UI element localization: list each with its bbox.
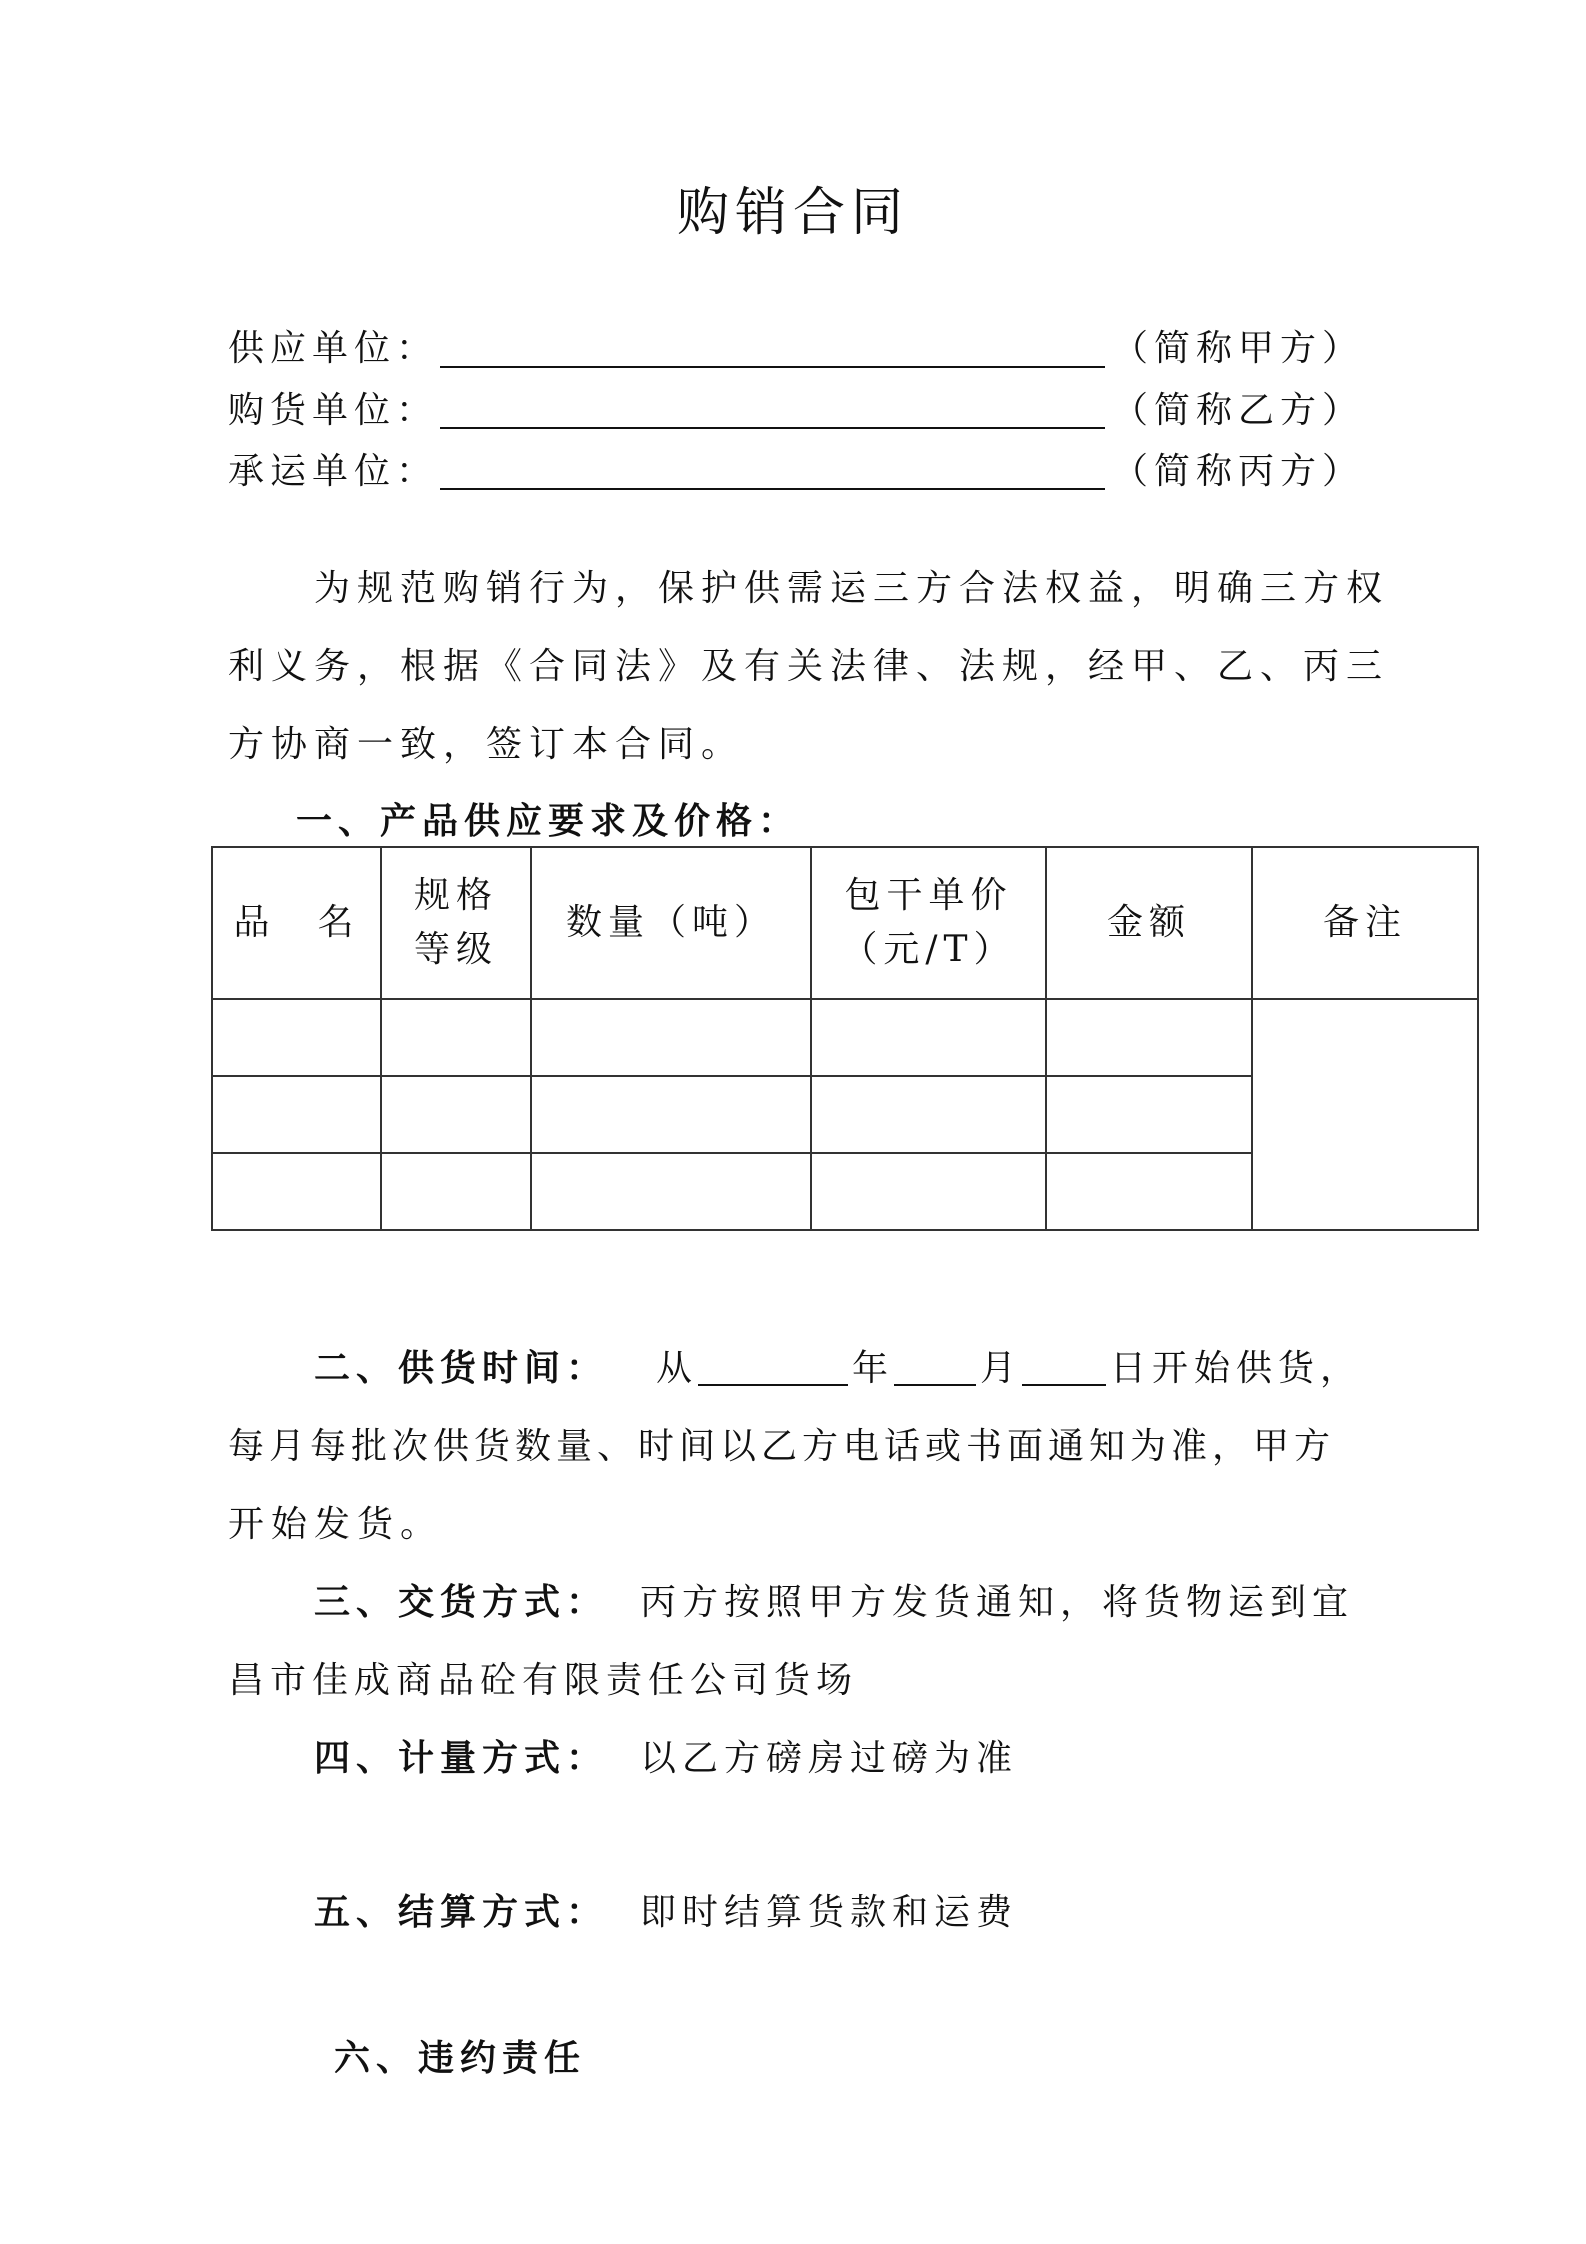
buyer-blank-line[interactable] bbox=[440, 427, 1105, 429]
table-cell[interactable] bbox=[531, 1153, 811, 1230]
table-cell[interactable] bbox=[1046, 1076, 1252, 1153]
section-2-line-3: 开始发货。 bbox=[228, 1504, 444, 1545]
product-table bbox=[211, 846, 1479, 1231]
supply-year-label: 年 bbox=[852, 1348, 895, 1389]
table-cell[interactable] bbox=[531, 1076, 811, 1153]
section-4-text: 以乙方磅房过磅为准 bbox=[640, 1738, 1019, 1779]
carrier-label: 承运单位： bbox=[228, 451, 439, 492]
supplier-blank-line[interactable] bbox=[440, 366, 1105, 368]
table-cell[interactable] bbox=[1046, 999, 1252, 1076]
section-3-text-2: 昌市佳成商品砼有限责任公司货场 bbox=[228, 1660, 859, 1701]
table-cell[interactable] bbox=[212, 999, 381, 1076]
document-title: 购销合同 bbox=[676, 183, 909, 243]
table-cell[interactable] bbox=[212, 1153, 381, 1230]
supply-from-label: 从 bbox=[656, 1348, 699, 1389]
section-3-heading: 三、交货方式： bbox=[314, 1581, 609, 1623]
section-3-text-1: 丙方按照甲方发货通知，将货物运到宜 bbox=[640, 1582, 1355, 1623]
table-cell[interactable] bbox=[212, 1076, 381, 1153]
carrier-abbrev: （简称丙方） bbox=[1112, 451, 1365, 492]
preamble-line-3: 方协商一致，签订本合同。 bbox=[228, 724, 745, 765]
table-cell[interactable] bbox=[811, 1076, 1046, 1153]
section-5-heading: 五、结算方式： bbox=[314, 1891, 609, 1933]
section-5-text: 即时结算货款和运费 bbox=[640, 1892, 1019, 1933]
buyer-abbrev: （简称乙方） bbox=[1112, 390, 1365, 431]
preamble-line-1: 为规范购销行为，保护供需运三方合法权益，明确三方权 bbox=[314, 568, 1390, 609]
table-cell[interactable] bbox=[811, 1153, 1046, 1230]
section-6-heading: 六、违约责任 bbox=[334, 2037, 587, 2079]
preamble-line-2: 利义务，根据《合同法》及有关法律、法规，经甲、乙、丙三 bbox=[228, 646, 1390, 687]
supply-month-blank[interactable] bbox=[894, 1384, 976, 1386]
remarks-cell[interactable] bbox=[1252, 999, 1478, 1230]
table-cell[interactable] bbox=[811, 999, 1046, 1076]
table-cell[interactable] bbox=[531, 999, 811, 1076]
supply-day-blank[interactable] bbox=[1022, 1384, 1106, 1386]
header-product-name: 品 名 bbox=[212, 847, 381, 999]
supply-year-blank[interactable] bbox=[698, 1384, 848, 1386]
supplier-abbrev: （简称甲方） bbox=[1112, 328, 1365, 369]
table-header-row bbox=[212, 847, 1478, 999]
table-cell[interactable] bbox=[381, 1076, 531, 1153]
table-cell[interactable] bbox=[1046, 1153, 1252, 1230]
header-remarks: 备注 bbox=[1252, 847, 1478, 999]
header-amount: 金额 bbox=[1046, 847, 1252, 999]
buyer-label: 购货单位： bbox=[228, 390, 439, 431]
table-cell[interactable] bbox=[381, 1153, 531, 1230]
table-row bbox=[212, 999, 1478, 1076]
section-1-heading: 一、产品供应要求及价格： bbox=[296, 800, 801, 842]
supply-start-text: 日开始供货， bbox=[1110, 1348, 1363, 1389]
header-spec-grade: 规格 等级 bbox=[381, 847, 531, 999]
supplier-label: 供应单位： bbox=[228, 328, 439, 369]
supply-month-label: 月 bbox=[980, 1348, 1023, 1389]
section-2-line-2: 每月每批次供货数量、时间以乙方电话或书面通知为准，甲方 bbox=[228, 1426, 1336, 1467]
carrier-blank-line[interactable] bbox=[440, 488, 1105, 490]
section-4-heading: 四、计量方式： bbox=[314, 1737, 609, 1779]
section-2-heading: 二、供货时间： bbox=[314, 1347, 609, 1389]
table-cell[interactable] bbox=[381, 999, 531, 1076]
header-unit-price: 包干单价 （元/T） bbox=[811, 847, 1046, 999]
header-quantity: 数量（吨） bbox=[531, 847, 811, 999]
